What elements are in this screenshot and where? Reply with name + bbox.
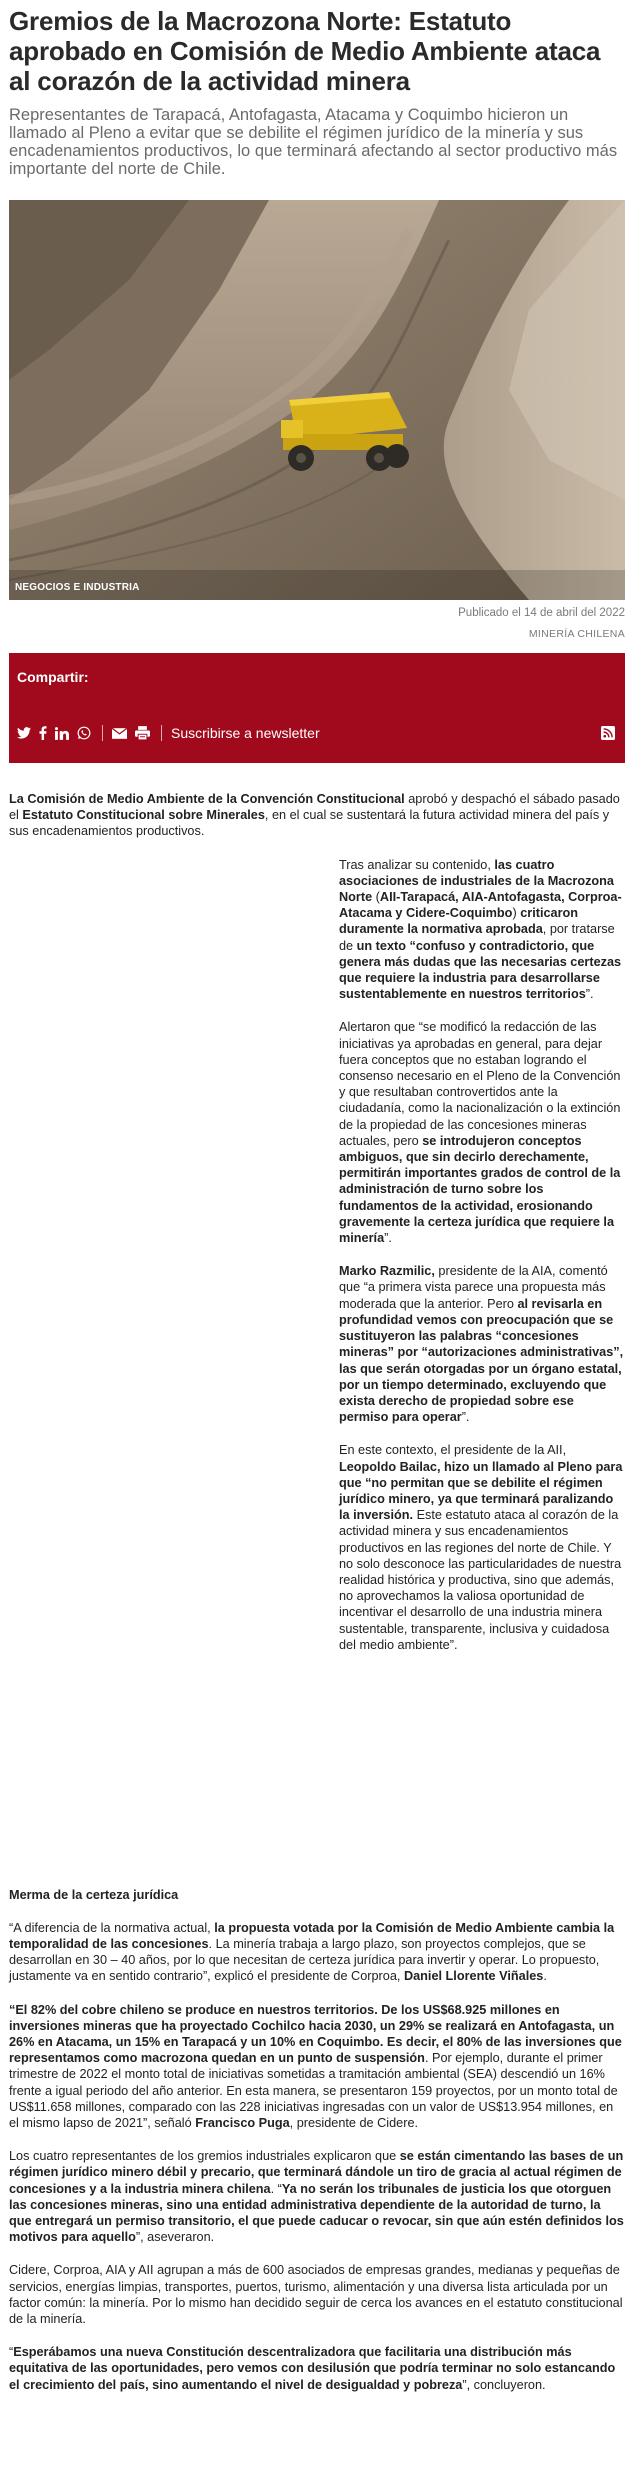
linkedin-icon[interactable] — [55, 725, 69, 741]
email-icon[interactable] — [112, 725, 127, 741]
newsletter-link[interactable]: Suscribirse a newsletter — [171, 725, 320, 741]
publish-date: Publicado el 14 de abril del 2022 — [458, 607, 625, 619]
share-title: Compartir: — [17, 669, 89, 685]
share-divider — [102, 725, 103, 741]
article-lede: Representantes de Tarapacá, Antofagasta, Atacama y Coquimbo hicieron un llamado al Pleno a evitar que se debilite el régimen jurídico de la minería y sus encadenamientos productivos, lo que terminará afectando al sector productivo más importante del norte de Chile. — [9, 106, 618, 178]
paragraph-bailac: En este contexto, el presidente de la AII, Leopoldo Bailac, hizo un llamado al Pleno para que “no permitan que se debilite el régimen jurídico minero, ya que terminará paralizando la inversión. Este estatuto ataca al corazón de la actividad minera y sus encadenamientos productivos en las regiones del norte de Chile. Y no solo desconoce las particularidades de nuestra realidad histórica y productiva, sino que además, no aprovechamos la valiosa oportunidad de incentivar el desarrollo de una industria minera sustentable, transparente, inclusiva y cuidadosa del medio ambiente”. — [339, 1443, 623, 1652]
mining-truck-photo — [9, 200, 625, 600]
hero-image — [9, 200, 625, 600]
print-icon[interactable] — [135, 725, 150, 741]
paragraph-criticism: Tras analizar su contenido, las cuatro asociaciones de industriales de la Macrozona Norte (AII-Tarapacá, AIA-Antofagasta, Corproa-Atacama y Cidere-Coquimbo) criticaron duramente la normativa aprobada, por tratarse de un texto “confuso y contradictorio, que genera más dudas que las necesarias certezas que requiere la industria para desarrollarse sustentablemente en nuestros territorios”. — [339, 857, 622, 1002]
paragraph-intro: La Comisión de Medio Ambiente de la Convención Constitucional aprobó y despachó el sábado pasado el Estatuto Constitucional sobre Minerales, en el cual se sustentará la futura actividad minera del país y sus encadenamientos productivos. — [9, 792, 620, 839]
paragraph-razmilic: Marko Razmilic, presidente de la AIA, comentó que “a primera vista parece una propuesta más moderada que la anterior. Pero al revisarla en profundidad vemos con preocupación que se sustituyeron las palabras “concesiones mineras” por “autorizaciones administrativas”, las que serán otorgadas por un órgano estatal, por un tiempo determinado, excluyendo que exista derecho de propiedad sobre ese permiso para operar”. — [339, 1264, 624, 1425]
article-headline: Gremios de la Macrozona Norte: Estatuto aprobado en Comisión de Medio Ambiente ataca al corazón de la actividad minera — [9, 6, 601, 96]
article-body — [9, 791, 625, 2393]
category-tag[interactable]: NEGOCIOS E INDUSTRIA — [15, 582, 140, 593]
share-divider — [161, 725, 162, 741]
paragraph-llorente: “A diferencia de la normativa actual, la propuesta votada por la Comisión de Medio Ambiente cambia la temporalidad de las concesiones. La minería trabaja a largo plazo, son proyectos complejos, que se desarrollan en 30 – 40 años, por lo que necesitan de certeza jurídica para invertir y operar. Lo propuesto, justamente va en sentido contrario”, explicó el presidente de Corproa, Daniel Llorente Viñales. — [9, 1920, 615, 1984]
paragraph-associations: Cidere, Corproa, AIA y AII agrupan a más de 600 asociados de empresas grandes, medianas y pequeñas de servicios, energías limpias, transportes, puertos, turismo, alimentación y una diversa lista articulada por un factor común: la minería. Por lo mismo han decidido seguir de cerca los avances en el estatuto constitucional de la minería. — [9, 2263, 623, 2327]
whatsapp-icon[interactable] — [77, 725, 91, 741]
source-label: MINERÍA CHILENA — [528, 628, 625, 640]
twitter-icon[interactable] — [17, 725, 31, 741]
embedded-content-area — [9, 857, 339, 1887]
paragraph-representatives: Los cuatro representantes de los gremios industriales explicaron que se están cimentando las bases de un régimen jurídico minero débil y precario, que terminará dándole un tiro de gracia al actual régimen de concesiones y a la industria minera chilena. “Ya no serán los tribunales de justicia los que otorguen las concesiones mineras, sino una entidad administrativa dependiente de la autoridad de turno, la que entregará un permiso transitorio, el que puede caducar o revocar, sin que aún estén definidos los motivos para aquello”, aseveraron. — [9, 2149, 624, 2245]
rss-icon[interactable] — [601, 725, 615, 741]
share-actions — [17, 723, 617, 743]
share-bar — [9, 653, 625, 763]
facebook-icon[interactable] — [39, 725, 47, 741]
paragraph-alert: Alertaron que “se modificó la redacción de las iniciativas ya aprobadas en general, para dejar fuera conceptos que no estaban logrando el consenso necesario en el Pleno de la Convención y que resultaban controvertidos ante la ciudadanía, como la nacionalización o la extinción de la propiedad de las concesiones mineras actuales, pero se introdujeron conceptos ambiguos, que sin decirlo derechamente, permitirán importantes grados de control de la administración de turno sobre los fundamentos de la actividad, erosionando gravemente la certeza jurídica que requiere la minería”. — [339, 1020, 621, 1246]
paragraph-conclusion: “Esperábamos una nueva Constitución descentralizadora que facilitaria una distribución más equitativa de las oportunidades, pero vemos con desilusión que podría terminar no solo estancando el crecimiento del país, sino aumentando el nivel de desigualdad y pobreza”, concluyeron. — [9, 2345, 616, 2392]
paragraph-puga: “El 82% del cobre chileno se produce en nuestros territorios. De los US$68.925 millones en inversiones mineras que ha proyectado Cochilco hacia 2030, un 29% se realizará en Antofagasta, un 26% en Atacama, un 15% en Tarapacá y un 10% en Coquimbo. Es decir, el 80% de las inversiones que representamos como macrozona quedan en un punto de suspensión. Por ejemplo, durante el primer trimestre de 2022 el monto total de iniciativas sometidas a tramitación ambiental (SEA) descendió un 16% frente a igual periodo del año anterior. En esta manera, se presentaron 159 proyectos, por un monto total de US$11.658 millones, comparado con las 228 iniciativas ingresadas con un valor de US$13.954 millones, en el mismo lapso de 2021”, señaló Francisco Puga, presidente de Cidere. — [9, 2002, 622, 2131]
section-subheading: Merma de la certeza jurídica — [9, 1887, 179, 1902]
